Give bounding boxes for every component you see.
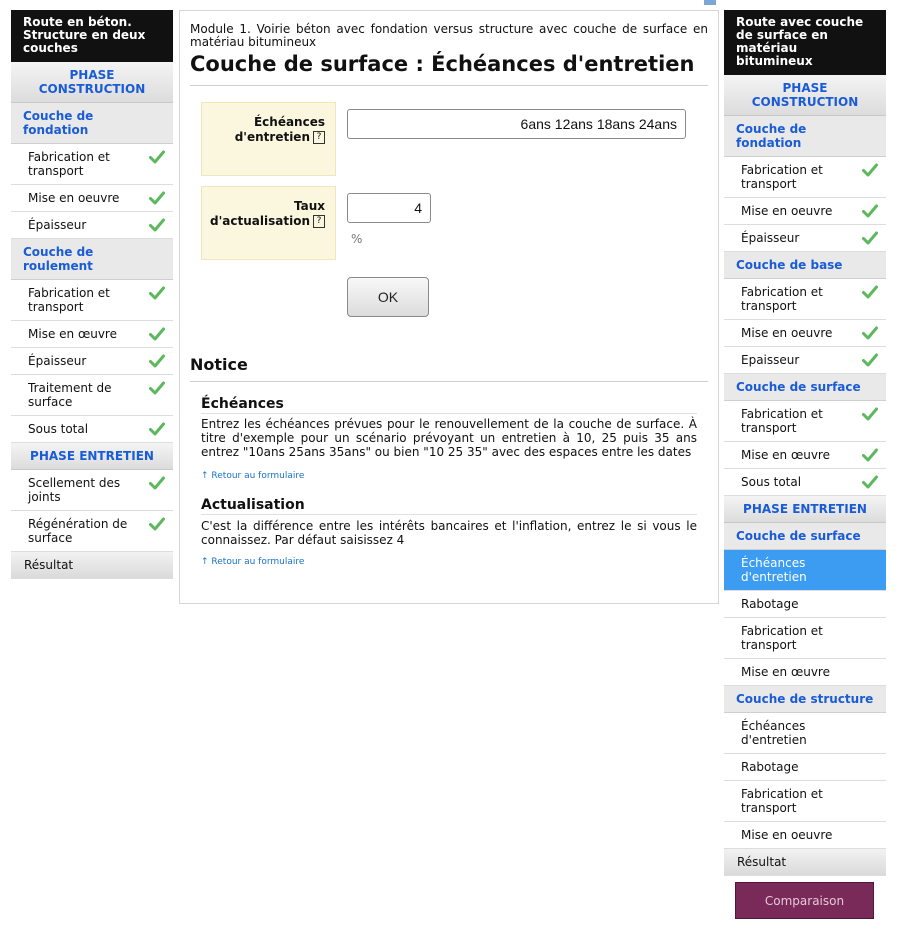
right-item-structure-echeances[interactable]: Échéances d'entretien	[724, 713, 886, 754]
checkmark-icon	[149, 286, 165, 300]
checkmark-icon	[862, 285, 878, 299]
left-item-fondation-epaisseur[interactable]: Épaisseur	[11, 212, 173, 239]
right-item-echeances-active[interactable]: Échéances d'entretien	[724, 550, 886, 591]
checkmark-icon	[862, 163, 878, 177]
right-item-fondation-epaisseur[interactable]: Épaisseur	[724, 225, 886, 252]
checkmark-icon	[862, 353, 878, 367]
left-item-roulement-epaisseur[interactable]: Épaisseur	[11, 348, 173, 375]
right-item-structure-mise-en-oeuvre[interactable]: Mise en oeuvre	[724, 822, 886, 849]
checkmark-icon	[862, 204, 878, 218]
left-item-regeneration[interactable]: Régénération de surface	[11, 511, 173, 552]
right-section-base[interactable]: Couche de base	[724, 252, 886, 279]
checkmark-icon	[149, 354, 165, 368]
checkmark-icon	[149, 381, 165, 395]
checkmark-icon	[862, 231, 878, 245]
checkmark-icon	[149, 517, 165, 531]
checkmark-icon	[149, 218, 165, 232]
actualisation-notice-divider	[201, 514, 697, 515]
right-item-rabotage[interactable]: Rabotage	[724, 591, 886, 618]
checkmark-icon	[862, 448, 878, 462]
taux-label-box	[201, 186, 336, 260]
echeances-notice-text: Entrez les échéances prévues pour le renouvellement de la couche de surface. À titre d'exemple pour un scénario prévoyant un entretien à 10, 25 puis 35 ans entrez "10ans 25ans 35ans" ou bien "10 25 35" avec des espaces entre les dates	[201, 417, 697, 459]
checkmark-icon	[862, 407, 878, 421]
right-sidebar	[724, 10, 886, 876]
echeances-input[interactable]: 6ans 12ans 18ans 24ans	[347, 109, 686, 139]
echeances-label-box	[201, 102, 336, 176]
ok-button[interactable]: OK	[347, 277, 429, 317]
right-entretien-section-structure[interactable]: Couche de structure	[724, 686, 886, 713]
right-item-entretien-fabrication[interactable]: Fabrication et transport	[724, 618, 886, 659]
left-item-roulement-mise-en-oeuvre[interactable]: Mise en œuvre	[11, 321, 173, 348]
left-item-fondation-fabrication[interactable]: Fabrication et transport	[11, 144, 173, 185]
left-section-roulement[interactable]: Couche de roulement	[11, 239, 173, 280]
notice-divider	[190, 381, 708, 382]
checkmark-icon	[149, 150, 165, 164]
left-item-roulement-traitement[interactable]: Traitement de surface	[11, 375, 173, 416]
right-item-structure-fabrication[interactable]: Fabrication et transport	[724, 781, 886, 822]
right-sidebar-title: Route avec couche de surface en matériau bitumineux	[724, 10, 886, 75]
right-item-surface-sous-total[interactable]: Sous total	[724, 469, 886, 496]
right-phase-construction: PHASE CONSTRUCTION	[724, 75, 886, 116]
echeances-notice-heading: Échéances	[201, 396, 284, 412]
actualisation-notice-heading: Actualisation	[201, 497, 305, 513]
right-entretien-section-surface[interactable]: Couche de surface	[724, 523, 886, 550]
right-phase-entretien: PHASE ENTRETIEN	[724, 496, 886, 523]
checkmark-icon	[149, 191, 165, 205]
echeances-label: Échéances d'entretien	[234, 115, 325, 144]
echeances-notice-divider	[201, 413, 697, 414]
checkmark-icon	[862, 326, 878, 340]
right-item-entretien-mise-en-oeuvre[interactable]: Mise en œuvre	[724, 659, 886, 686]
page-title: Couche de surface : Échéances d'entretien	[190, 52, 695, 76]
checkmark-icon	[149, 327, 165, 341]
left-item-fondation-mise-en-oeuvre[interactable]: Mise en oeuvre	[11, 185, 173, 212]
checkmark-icon	[149, 476, 165, 490]
left-sidebar-title: Route en béton. Structure en deux couches	[11, 10, 173, 62]
actualisation-notice-text: C'est la différence entre les intérêts bancaires et l'inflation, entrez le si vous le connaissez. Par défaut saisissez 4	[201, 519, 697, 547]
module-description: Module 1. Voirie béton avec fondation versus structure avec couche de surface en matériau bitumineux	[190, 22, 708, 49]
left-item-scellement[interactable]: Scellement des joints	[11, 470, 173, 511]
right-item-resultat[interactable]: Résultat	[724, 849, 886, 876]
right-item-base-epaisseur[interactable]: Epaisseur	[724, 347, 886, 374]
right-section-fondation[interactable]: Couche de fondation	[724, 116, 886, 157]
left-sidebar	[11, 10, 173, 579]
title-divider	[190, 85, 708, 86]
left-phase-construction: PHASE CONSTRUCTION	[11, 62, 173, 103]
right-item-surface-mise-en-oeuvre[interactable]: Mise en œuvre	[724, 442, 886, 469]
right-item-base-mise-en-oeuvre[interactable]: Mise en oeuvre	[724, 320, 886, 347]
notice-heading: Notice	[190, 355, 248, 374]
left-phase-entretien: PHASE ENTRETIEN	[11, 443, 173, 470]
taux-input[interactable]: 4	[347, 193, 431, 223]
checkmark-icon	[862, 475, 878, 489]
right-item-structure-rabotage[interactable]: Rabotage	[724, 754, 886, 781]
right-item-base-fabrication[interactable]: Fabrication et transport	[724, 279, 886, 320]
main-panel	[179, 10, 719, 604]
back-to-form-link[interactable]: ↑ Retour au formulaire	[201, 471, 305, 481]
help-icon[interactable]: ?	[313, 215, 325, 228]
right-item-surface-fabrication[interactable]: Fabrication et transport	[724, 401, 886, 442]
left-section-fondation[interactable]: Couche de fondation	[11, 103, 173, 144]
taux-label: Taux d'actualisation	[210, 199, 325, 228]
back-to-form-link[interactable]: ↑ Retour au formulaire	[201, 557, 305, 567]
percent-unit: %	[351, 232, 363, 246]
right-item-fondation-mise-en-oeuvre[interactable]: Mise en oeuvre	[724, 198, 886, 225]
right-section-surface[interactable]: Couche de surface	[724, 374, 886, 401]
corner-icon	[704, 0, 716, 5]
left-item-roulement-fabrication[interactable]: Fabrication et transport	[11, 280, 173, 321]
help-icon[interactable]: ?	[313, 131, 325, 144]
left-item-roulement-sous-total[interactable]: Sous total	[11, 416, 173, 443]
comparaison-button[interactable]: Comparaison	[735, 882, 874, 919]
checkmark-icon	[149, 422, 165, 436]
right-item-fondation-fabrication[interactable]: Fabrication et transport	[724, 157, 886, 198]
left-item-resultat[interactable]: Résultat	[11, 552, 173, 579]
